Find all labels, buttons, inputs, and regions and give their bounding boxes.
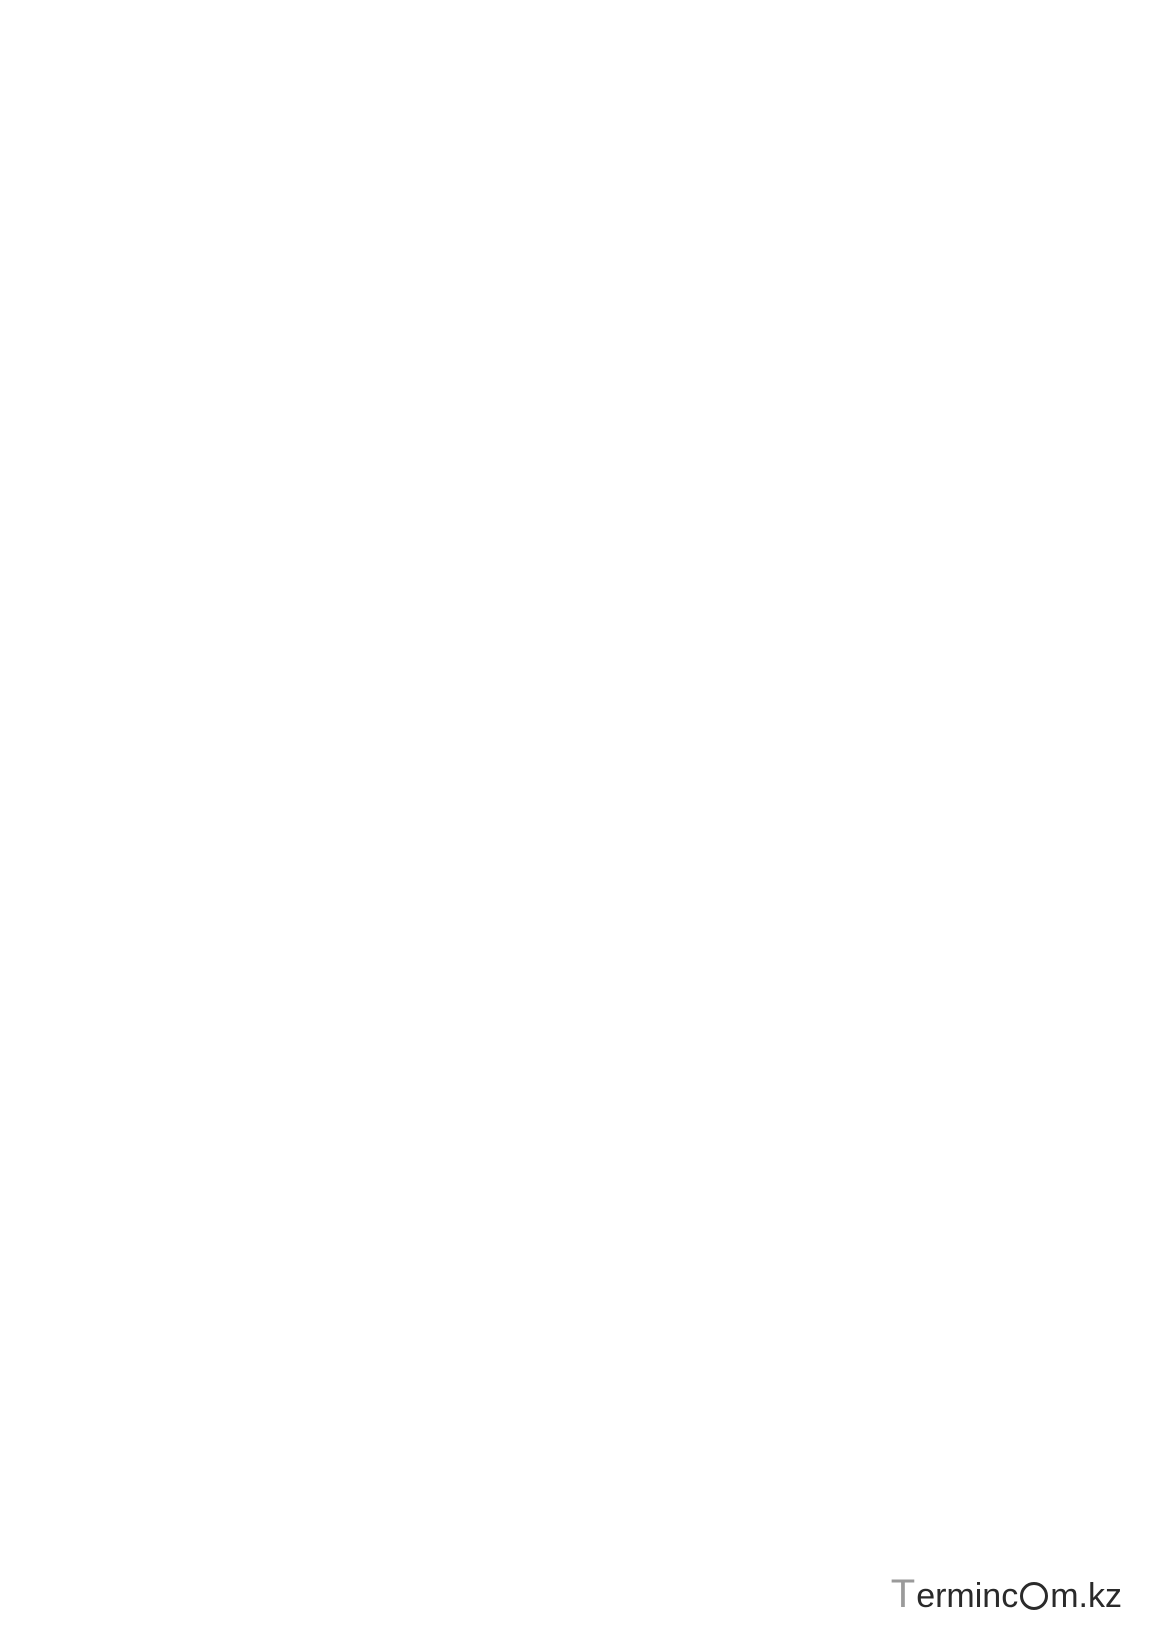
site-watermark [891,1572,1122,1617]
watermark-text-start: erminc [916,1577,1019,1615]
paragraph-2 [163,162,998,212]
paragraph-1 [163,86,998,136]
paragraph-3 [163,238,998,288]
watermark-text-end: m.kz [1050,1577,1122,1615]
paragraph-4 [163,314,998,364]
watermark-initial: T [890,1572,916,1616]
watermark-ring-icon [1020,1582,1048,1610]
document-body [163,86,998,1536]
